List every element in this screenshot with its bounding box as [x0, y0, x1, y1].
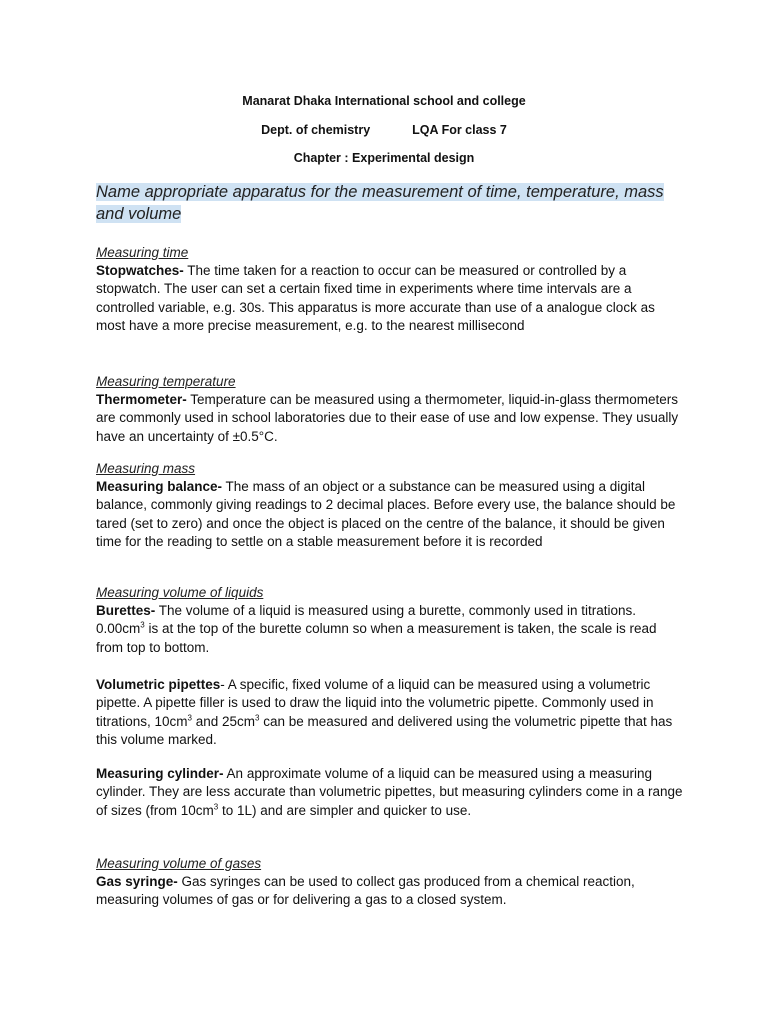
term: Measuring balance- — [96, 479, 223, 494]
department: Dept. of chemistry — [261, 123, 371, 137]
question-text: Name appropriate apparatus for the measurement of time, temperature, mass and volume — [96, 183, 664, 223]
body-text: Temperature can be measured using a thermometer, liquid-in-glass thermometers are commonly used in school laboratories due to their ease of use and low expense. They usually have an uncertainty of ±0.5°C. — [96, 392, 679, 444]
body-text: An approximate volume of a liquid can be measured using a measuring cylinder. They are less accurate than volumetric pipettes, but measuring cylinders come in a range of sizes (from 10cm — [96, 766, 683, 818]
class-label: LQA For class 7 — [412, 123, 507, 137]
section-body — [96, 478, 686, 551]
section-heading: Measuring mass — [96, 461, 196, 476]
body-text: can be measured and delivered using the volumetric pipette that has this volume marked. — [96, 713, 673, 747]
chapter-title: Chapter : Experimental design — [293, 151, 475, 165]
section-time — [96, 244, 686, 335]
question — [96, 181, 672, 225]
superscript: 3 — [255, 713, 260, 723]
superscript: 3 — [187, 713, 192, 723]
section-heading: Measuring time — [96, 245, 189, 260]
pipette-paragraph — [96, 676, 686, 749]
superscript: 3 — [140, 620, 145, 630]
body-text: - A specific, fixed volume of a liquid can be measured using a volumetric pipette. A pipette filler is used to draw the liquid into the volumetric pipette. Commonly used in titrations, 10cm — [96, 677, 654, 729]
section-heading: Measuring volume of gases — [96, 856, 262, 871]
section-body — [96, 391, 686, 446]
body-text: and 25cm — [192, 713, 256, 729]
body-text: The mass of an object or a substance can be measured using a digital balance, commonly giving readings to 2 decimal places. Before every use, the balance should be tared (set to zero) and once the object is placed on the centre of the balance, it should be given time for the reading to settle on a stable measurement before it is recorded — [96, 479, 676, 549]
term: Stopwatches- — [96, 263, 184, 278]
term: Gas syringe- — [96, 874, 178, 889]
cylinder-paragraph — [96, 765, 686, 820]
body-text: is at the top of the burette column so when a measurement is taken, the scale is read from top to bottom. — [96, 621, 657, 655]
body-text: The time taken for a reaction to occur can be measured or controlled by a stopwatch. The user can set a certain fixed time in experiments where time intervals are a controlled variable, e.g. 30s. This apparatus is more accurate than use of a analogue clock as most have a more precise measurement, e.g. to the nearest millisecond — [96, 263, 655, 333]
section-temperature — [96, 373, 686, 446]
term: Thermometer- — [96, 392, 187, 407]
body-text: Gas syringes can be used to collect gas produced from a chemical reaction, measuring volumes of gas or for delivering a gas to a closed system. — [96, 874, 635, 908]
section-pipettes — [96, 676, 686, 749]
burette-paragraph — [96, 602, 686, 657]
section-liquids — [96, 584, 686, 657]
section-heading: Measuring temperature — [96, 374, 236, 389]
section-gases — [96, 855, 686, 910]
term: Volumetric pipettes — [96, 677, 221, 692]
section-heading: Measuring volume of liquids — [96, 585, 264, 600]
school-name: Manarat Dhaka International school and college — [242, 94, 526, 108]
section-cylinder — [96, 765, 686, 820]
section-mass — [96, 460, 686, 551]
superscript: 3 — [213, 802, 219, 812]
term: Burettes- — [96, 603, 156, 618]
body-text: to 1L) and are simpler and quicker to use. — [218, 802, 472, 818]
body-text: The volume of a liquid is measured using a burette, commonly used in titrations. 0.00cm — [96, 603, 637, 637]
term: Measuring cylinder- — [96, 766, 224, 781]
department-line — [0, 123, 768, 137]
section-body — [96, 873, 686, 910]
section-body — [96, 262, 686, 335]
